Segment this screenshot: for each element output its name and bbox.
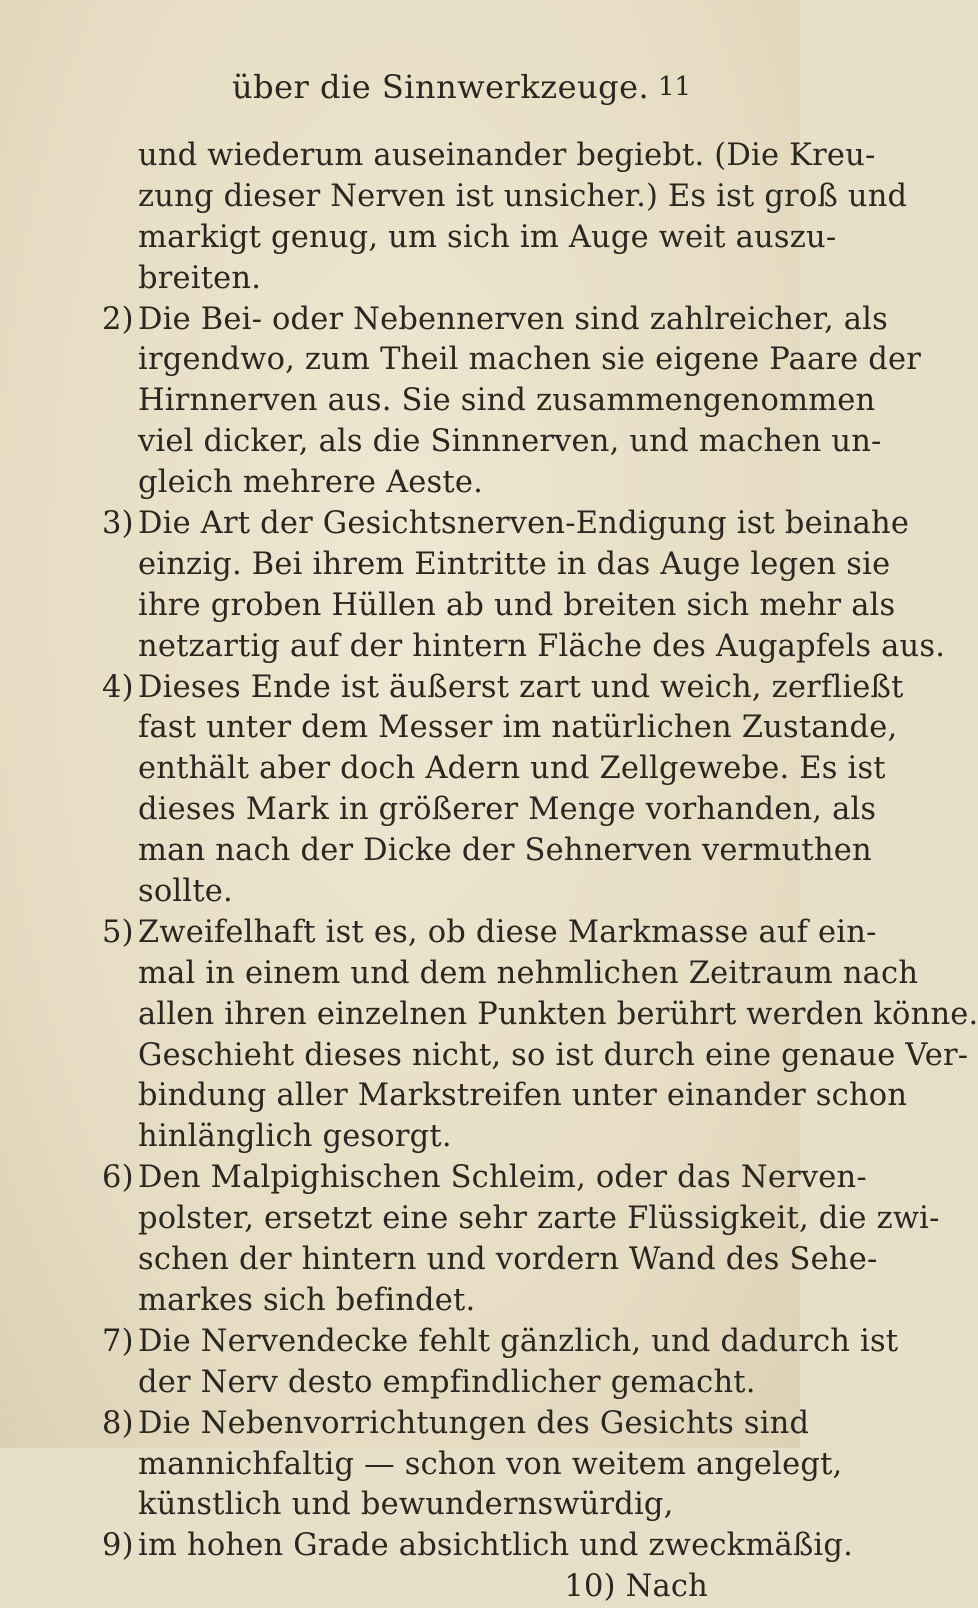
catchword: 10) Nach bbox=[564, 1569, 708, 1605]
line-text: fast unter dem Messer im natürlichen Zustande, bbox=[138, 710, 898, 746]
line-text: Dieses Ende ist äußerst zart und weich, zerfließt bbox=[138, 669, 904, 705]
line-text: allen ihren einzelnen Punkten berührt werden könne. bbox=[138, 996, 978, 1032]
line-text: Die Nervendecke fehlt gänzlich, und dadurch ist bbox=[138, 1323, 899, 1359]
item-number: 4) bbox=[102, 669, 134, 705]
line-text: bindung aller Markstreifen unter einander schon bbox=[138, 1078, 908, 1114]
text-line bbox=[100, 995, 978, 1036]
item-number: 6) bbox=[102, 1160, 134, 1196]
text-line bbox=[100, 913, 877, 954]
page-header bbox=[0, 68, 800, 108]
line-text: gleich mehrere Aeste. bbox=[138, 465, 484, 501]
running-title: über die Sinnwerkzeuge. bbox=[232, 68, 650, 106]
text-line bbox=[100, 1404, 810, 1445]
text-line bbox=[100, 340, 922, 381]
line-text: der Nerv desto empfindlicher gemacht. bbox=[138, 1364, 756, 1400]
text-line bbox=[100, 831, 872, 872]
line-text: sollte. bbox=[138, 874, 233, 910]
text-line bbox=[100, 586, 896, 627]
line-text: markigt genug, um sich im Auge weit auszu- bbox=[138, 219, 837, 255]
line-text: breiten. bbox=[138, 260, 262, 296]
line-text: mannichfaltig — schon von weitem angelegt, bbox=[138, 1446, 843, 1482]
text-line bbox=[100, 1158, 867, 1199]
line-text: Die Bei- oder Nebennerven sind zahlreicher, als bbox=[138, 301, 888, 337]
body-text bbox=[100, 136, 978, 1608]
text-line bbox=[100, 136, 876, 177]
line-text: schen der hintern und vordern Wand des Sehe- bbox=[138, 1242, 878, 1278]
text-line bbox=[100, 381, 876, 422]
item-number: 5) bbox=[102, 914, 134, 950]
text-line bbox=[100, 218, 837, 259]
text-line bbox=[100, 177, 908, 218]
text-line bbox=[100, 1076, 908, 1117]
text-line bbox=[100, 749, 886, 790]
line-text: künstlich und bewundernswürdig, bbox=[138, 1487, 674, 1523]
text-line bbox=[100, 422, 882, 463]
line-text: Hirnnerven aus. Sie sind zusammengenommen bbox=[138, 383, 876, 419]
line-text: Zweifelhaft ist es, ob diese Markmasse auf ein- bbox=[138, 914, 877, 950]
line-text: markes sich befindet. bbox=[138, 1282, 476, 1318]
text-line bbox=[100, 1322, 899, 1363]
line-text: im hohen Grade absichtlich und zweckmäßig. bbox=[138, 1528, 853, 1564]
line-text: einzig. Bei ihrem Eintritte in das Auge legen sie bbox=[138, 546, 891, 582]
line-text: hinlänglich gesorgt. bbox=[138, 1119, 452, 1155]
text-line bbox=[100, 790, 877, 831]
line-text: man nach der Dicke der Sehnerven vermuthen bbox=[138, 833, 872, 869]
line-text: Den Malpighischen Schleim, oder das Nerven- bbox=[138, 1160, 867, 1196]
line-text: ihre groben Hüllen ab und breiten sich mehr als bbox=[138, 587, 896, 623]
text-line bbox=[100, 504, 910, 545]
page-number: 11 bbox=[658, 72, 692, 102]
text-line bbox=[100, 1526, 853, 1567]
text-line bbox=[100, 708, 898, 749]
text-line bbox=[100, 668, 904, 709]
text-line bbox=[100, 300, 888, 341]
item-number: 2) bbox=[102, 301, 134, 337]
text-line bbox=[100, 463, 720, 504]
line-text: Die Nebenvorrichtungen des Gesichts sind bbox=[138, 1405, 810, 1441]
item-number: 9) bbox=[102, 1528, 134, 1564]
item-number: 3) bbox=[102, 506, 134, 542]
text-line bbox=[100, 1240, 878, 1281]
line-text: irgendwo, zum Theil machen sie eigene Paare der bbox=[138, 342, 922, 378]
text-line bbox=[100, 1036, 969, 1077]
line-text: und wiederum auseinander begiebt. (Die Kreu- bbox=[138, 138, 876, 173]
text-line bbox=[100, 954, 919, 995]
line-text: dieses Mark in größerer Menge vorhanden, als bbox=[138, 792, 877, 828]
text-line bbox=[100, 1445, 843, 1486]
text-line bbox=[100, 1117, 720, 1158]
text-line bbox=[100, 872, 720, 913]
item-number: 7) bbox=[102, 1323, 134, 1359]
text-line bbox=[100, 1363, 756, 1404]
line-text: viel dicker, als die Sinnnerven, und machen un- bbox=[138, 424, 882, 460]
line-text: mal in einem und dem nehmlichen Zeitraum nach bbox=[138, 955, 919, 991]
text-line bbox=[100, 259, 720, 300]
line-text: Die Art der Gesichtsnerven-Endigung ist beinahe bbox=[138, 506, 910, 542]
text-line bbox=[100, 1485, 720, 1526]
line-text: polster, ersetzt eine sehr zarte Flüssigkeit, die zwi- bbox=[138, 1201, 940, 1237]
line-text: Geschieht dieses nicht, so ist durch eine genaue Ver- bbox=[138, 1037, 969, 1073]
item-number: 8) bbox=[102, 1405, 134, 1441]
text-line bbox=[100, 627, 946, 668]
line-text: netzartig auf der hintern Fläche des Augapfels aus. bbox=[138, 628, 946, 664]
text-line bbox=[100, 1199, 940, 1240]
line-text: enthält aber doch Adern und Zellgewebe. Es ist bbox=[138, 751, 886, 787]
line-text: zung dieser Nerven ist unsicher.) Es ist groß und bbox=[138, 178, 908, 214]
text-line bbox=[100, 545, 891, 586]
text-line bbox=[100, 1281, 720, 1322]
